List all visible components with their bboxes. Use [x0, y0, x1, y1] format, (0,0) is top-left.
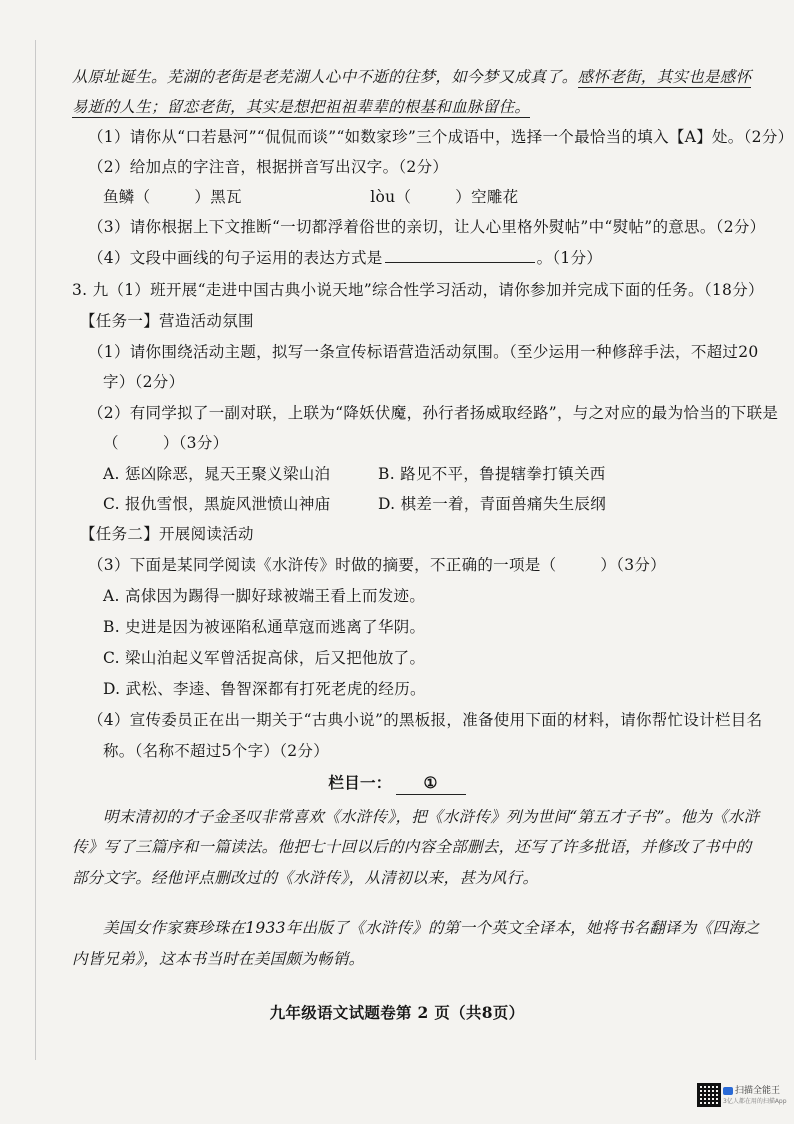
qr-code-icon — [697, 1083, 721, 1107]
q3-sub2-line2 — [103, 432, 228, 454]
material-p1-line1: 明末清初的才子金圣叹非常喜欢《水浒传》，把《水浒传》列为世间“第五才子书”。他为《水浒 — [103, 808, 760, 826]
option-b: B. 路见不平，鲁提辖拳打镇关西 — [378, 465, 606, 483]
option-d: D. 棋差一着，青面兽痛失生辰纲 — [378, 495, 607, 513]
q3-sub1-line2: 字）（2分） — [103, 373, 185, 391]
points: ）（3分） — [162, 434, 229, 452]
underlined-sentence: 感怀老街，其实也是感怀 — [577, 68, 752, 86]
summary-option-d: D. 武松、李逵、鲁智深都有打死老虎的经历。 — [103, 680, 426, 698]
q2-pinyin-row — [103, 186, 518, 208]
q3-sub3-text: （3）下面是某同学阅读《水浒传》时做的摘要，不正确的一项是（ — [88, 556, 557, 574]
material-p2-line2: 内皆兄弟》，这本书当时在美国颇为畅销。 — [72, 950, 365, 968]
q3-sub1-line1: （1）请你围绕活动主题，拟写一条宣传标语营造活动氛围。（至少运用一种修辞手法，不超过20 — [88, 343, 759, 361]
pinyin-item-2a: lòu（ — [370, 188, 412, 206]
points: ）（3分） — [600, 556, 666, 574]
pinyin-item-1a: 鱼鳞（ — [103, 188, 151, 206]
passage-text: 从原址诞生。芜湖的老街是老芜湖人心中不逝的往梦，如今梦又成真了。 — [72, 68, 578, 86]
pinyin-item-1b: ）黑瓦 — [194, 188, 242, 206]
q2-sub4-text: （4）文段中画线的句子运用的表达方式是 — [88, 249, 383, 267]
task1-heading: 【任务一】营造活动氛围 — [80, 312, 254, 330]
answer-blank[interactable] — [385, 248, 535, 263]
q3-intro: 3. 九（1）班开展“走进中国古典小说天地”综合性学习活动，请你参加并完成下面的任务。（18分） — [72, 281, 764, 299]
q2-sub4 — [88, 247, 602, 269]
column-title — [0, 772, 794, 795]
q3-sub4-line2: 称。（名称不超过5个字）（2分） — [103, 742, 330, 760]
q2-sub4-points: 。（1分） — [536, 249, 603, 267]
scan-app-label: 扫描全能王 — [735, 1086, 781, 1096]
q2-sub3: （3）请你根据上下文推断“一切都浮着俗世的亲切，让人心里格外熨帖”中“熨帖”的意思。（2分） — [88, 218, 766, 236]
underlined-sentence: 易逝的人生；留恋老街，其实是想把祖祖辈辈的根基和血脉留住。 — [72, 98, 531, 116]
q3-sub4-line1: （4）宣传委员正在出一期关于“古典小说”的黑板报，准备使用下面的材料，请你帮忙设计栏目名 — [88, 711, 763, 729]
option-a: A. 惩凶除恶，晁天王聚义梁山泊 — [103, 465, 331, 483]
material-p1-line3: 部分文字。经他评点删改过的《水浒传》，从清初以来，甚为风行。 — [72, 869, 539, 887]
summary-option-b: B. 史进是因为被诬陷私通草寇而逃离了华阴。 — [103, 618, 426, 636]
q3-sub3 — [88, 554, 666, 576]
column-label: 栏目一： — [328, 773, 392, 792]
material-p2-line1: 美国女作家赛珍珠在1933年出版了《水浒传》的第一个英文全译本，她将书名翻译为《四海之 — [103, 919, 760, 937]
task2-heading: 【任务二】开展阅读活动 — [80, 525, 254, 543]
option-c: C. 报仇雪恨，黑旋风泄愤山神庙 — [103, 495, 331, 513]
q3-sub2-line1: （2）有同学拟了一副对联，上联为“降妖伏魔，孙行者扬威取经路”，与之对应的最为恰当的下联是 — [88, 404, 779, 422]
scan-app-badge — [723, 1083, 780, 1096]
paren-open: （ — [103, 434, 119, 452]
passage-line-2 — [72, 96, 530, 118]
pinyin-item-2b: ）空雕花 — [455, 188, 519, 206]
page-footer: 九年级语文试题卷第 2 页（共8页） — [269, 1003, 525, 1022]
scanner-logo-icon — [723, 1087, 733, 1095]
passage-line-1 — [72, 66, 751, 88]
material-p1-line2: 传》写了三篇序和一篇读法。他把七十回以后的内容全部删去，还写了许多批语，并修改了书中的 — [72, 838, 752, 856]
q2-sub2: （2）给加点的字注音，根据拼音写出汉字。（2分） — [88, 158, 449, 176]
margin-rule — [35, 40, 36, 1060]
summary-option-a: A. 高俅因为踢得一脚好球被端王看上而发迹。 — [103, 587, 426, 605]
scan-app-tagline: 3亿人都在用的扫描App — [723, 1098, 787, 1105]
q2-sub1: （1）请你从“口若悬河”“侃侃而谈”“如数家珍”三个成语中，选择一个最恰当的填入【A】处。（2分） — [88, 128, 794, 146]
column-name-blank[interactable]: ① — [396, 772, 466, 795]
summary-option-c: C. 梁山泊起义军曾活捉高俅，后又把他放了。 — [103, 649, 426, 667]
